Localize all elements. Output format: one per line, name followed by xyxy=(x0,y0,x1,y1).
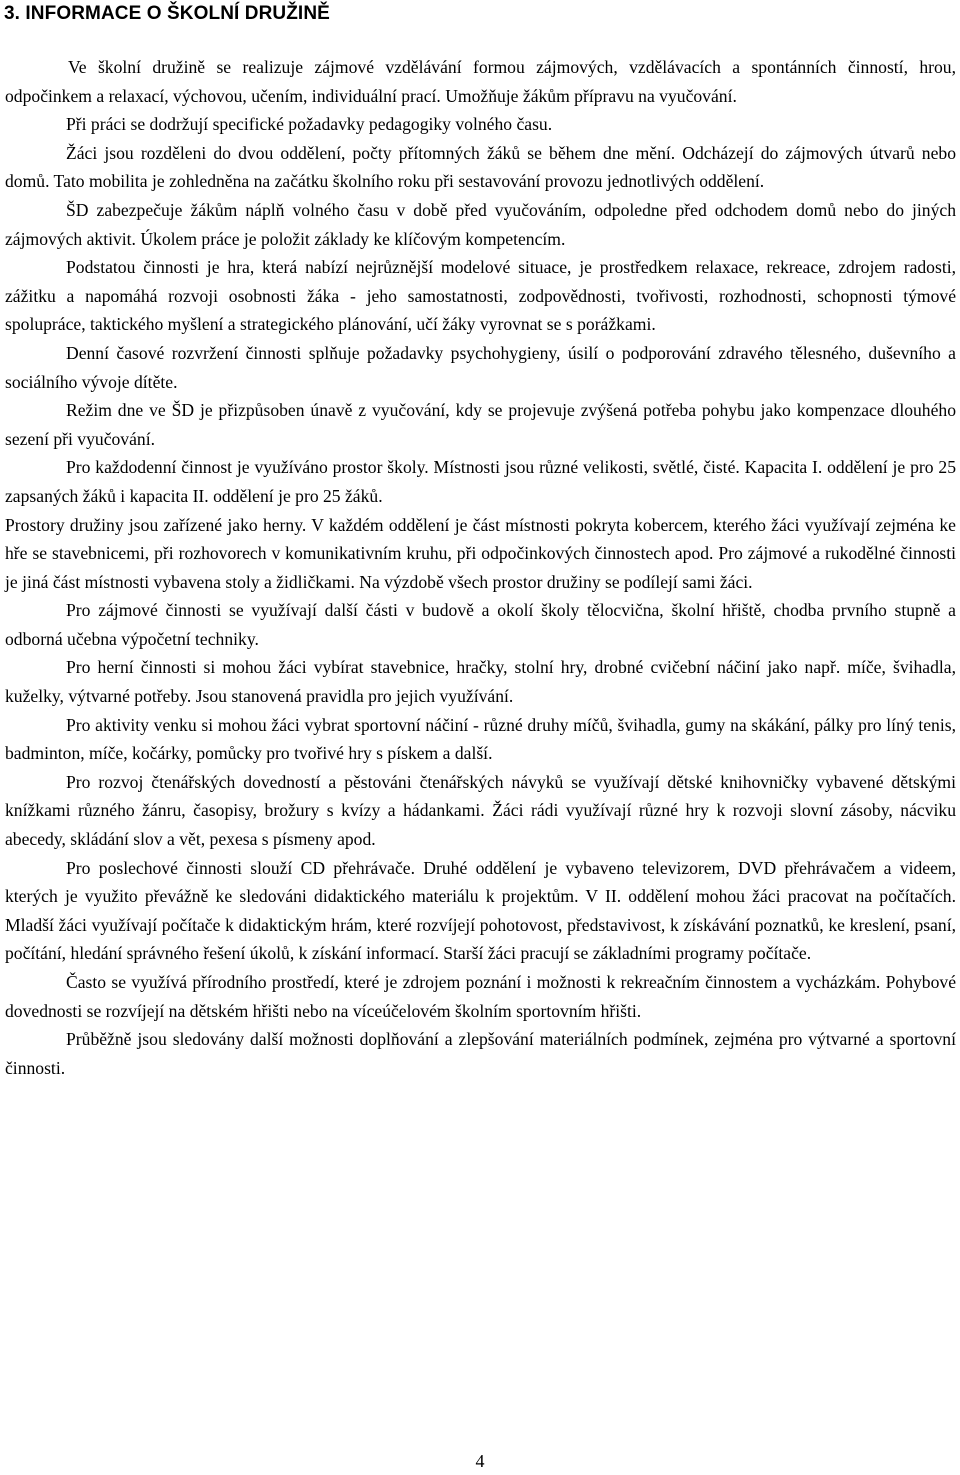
paragraph-regime: Režim dne ve ŠD je přizpůsoben únavě z vyučování, kdy se projevuje zvýšená potřeba pohybu jako kompenzace dlouhého sezení při vyučování. xyxy=(5,400,956,449)
paragraph-free-time: ŠD zabezpečuje žákům náplň volného času v době před vyučováním, odpoledne před odchodem domů nebo do jiných zájmových aktivit. Úkolem práce je položit základy ke klíčovým kompetencím. xyxy=(5,199,956,249)
paragraph-premises: Prostory družiny jsou zařízené jako herny. V každém oddělení je část místnosti pokryta kobercem, kterého žáci využívají zejména ke hře se stavebnicemi, při rozhovorech v komunikativním kruhu, při odpočinkových činnostech apod. Pro zájmové a rukodělné činnosti je jiná část místnosti vybavena stoly a židličkami. Na výzdobě všech prostor družiny se podílejí sami žáci. xyxy=(5,514,956,592)
paragraph-capacity: Pro každodenní činnost je využíváno prostor školy. Místnosti jsou různé velikosti, světlé, čisté. Kapacita I. oddělení je pro 25 zapsaných žáků i kapacita II. oddělení je pro 25 žáků. xyxy=(5,457,956,506)
paragraph-nature: Často se využívá přírodního prostředí, které je zdrojem poznání i možnosti k rekreačním činnostem a vycházkám. Pohybové dovednosti se rozvíjejí na dětském hřišti nebo na víceúčelovém školním sportovním hřišti. xyxy=(5,972,956,1021)
paragraph-play: Podstatou činnosti je hra, která nabízí nejrůznější modelové situace, je prostředkem relaxace, rekreace, zdrojem radosti, zážitku a napomáhá rozvoji osobnosti žáka - jeho samostatnosti, zodpovědnosti, tvořivosti, rozhodnosti, schopnosti týmové spolupráce, taktického myšlení a strategického plánování, učí žáky vyrovnat se s porážkami. xyxy=(5,257,956,335)
paragraph-reading-skills: Pro rozvoj čtenářských dovedností a pěstováni čtenářských návyků se využívají dětské knihovničky vybavené dětskými knížkami různého žánru, časopisy, brožury s kvízy a hádankami. Žáci rádi využívají různé hry k rozvoji slovní zásoby, nácviku abecedy, skládání slov a vět, pexesa s písmeny apod. xyxy=(5,771,956,850)
paragraph-divisions: Žáci jsou rozděleni do dvou oddělení, počty přítomných žáků se během dne mění. Odcházejí do zájmových útvarů nebo domů. Tato mobilita je zohledněna na začátku školního roku při sestavování provozu jednotlivých oddělení. xyxy=(5,142,956,192)
paragraph-daily-schedule: Denní časové rozvržení činnosti splňuje požadavky psychohygieny, úsilí o podporování zdravého tělesného, duševního a sociálního vývoje dítěte. xyxy=(5,342,956,392)
paragraph-outdoor-activities: Pro aktivity venku si mohou žáci vybrat sportovní náčiní - různé druhy míčů, švihadla, gumy na skákání, pálky pro líný tenis, badminton, míče, kočárky, pomůcky pro tvořivé hry s pískem a další. xyxy=(5,714,956,764)
paragraph-intro: Ve školní družině se realizuje zájmové vzdělávání formou zájmových, vzdělávacích a spontánních činností, hrou, odpočinkem a relaxací, výchovou, učením, individuální prací. Umožňuje žákům přípravu na vyučování. xyxy=(5,57,956,106)
paragraph-pedagogy: Při práci se dodržují specifické požadavky pedagogiky volného času. xyxy=(66,114,553,135)
page-number: 4 xyxy=(475,1451,485,1471)
section-heading: 3. INFORMACE O ŠKOLNÍ DRUŽINĚ xyxy=(4,3,330,24)
paragraph-improvements: Průběžně jsou sledovány další možnosti doplňování a zlepšování materiálních podmínek, zejména pro výtvarné a sportovní činnosti. xyxy=(5,1029,956,1078)
paragraph-listening-computers: Pro poslechové činnosti slouží CD přehrávače. Druhé oddělení je vybaveno televizorem, DVD přehrávačem a videem, kterých je využito převážně ke sledováni didaktického materiálu k projektům. V II. oddělení mohou žáci pracovat na počítačích. Mladší žáci využívají počítače k didaktickým hrám, které rozvíjejí pohotovost, představivost, k získávání poznatků, ke kreslení, psaní, počítání, hledání správného řešení úkolů, k získání informací. Starší žáci pracují se základními programy počítače. xyxy=(5,857,956,964)
section-body xyxy=(5,53,956,1082)
paragraph-play-equipment: Pro herní činnosti si mohou žáci vybírat stavebnice, hračky, stolní hry, drobné cvičební náčiní jako např. míče, švihadla, kuželky, výtvarné potřeby. Jsou stanovená pravidla pro jejich využívání. xyxy=(5,657,956,707)
paragraph-other-spaces: Pro zájmové činnosti se využívají další části v budově a okolí školy tělocvična, školní hřiště, chodba prvního stupně a odborná učebna výpočetní techniky. xyxy=(5,600,956,649)
